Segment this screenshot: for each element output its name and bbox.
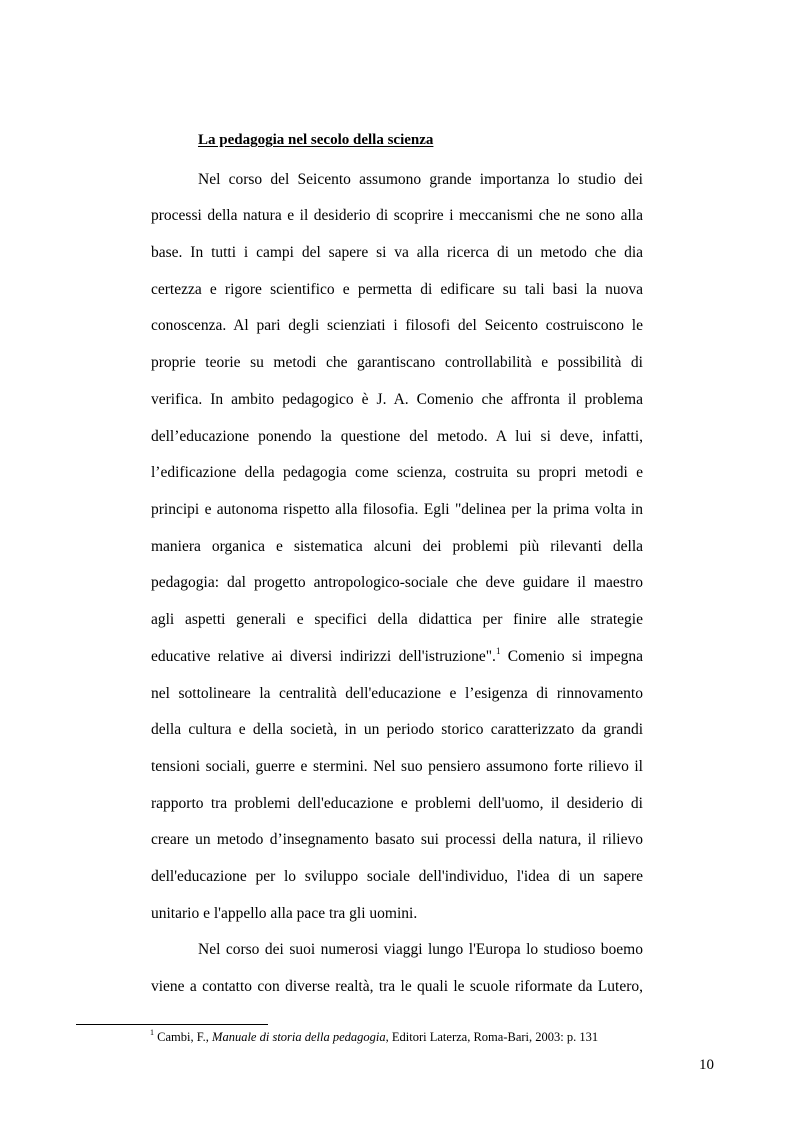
text-line: principi e autonoma rispetto alla filosofia. Egli "delinea per la prima volta in (151, 501, 643, 518)
text-line: viene a contatto con diverse realtà, tra le quali le scuole riformate da Lutero, (151, 978, 643, 995)
footnote-reference[interactable]: 1 (495, 645, 501, 656)
quote-end-text: educative relative ai diversi indirizzi dell'istruzione". (151, 648, 496, 665)
footnote (150, 1027, 599, 1045)
text-line: pedagogia: dal progetto antropologico-sociale che deve guidare il maestro (151, 574, 643, 591)
text-line: certezza e rigore scientifico e permetta di edificare su tali basi la nuova (151, 281, 643, 298)
footnote-marker: 1 (150, 1027, 154, 1037)
text-line: proprie teorie su metodi che garantiscano controllabilità e possibilità di (151, 354, 643, 371)
text-line-with-footnote (151, 647, 643, 667)
text-line: dell’educazione ponendo la questione del metodo. A lui si deve, infatti, (151, 428, 643, 445)
text-line: agli aspetti generali e specifici della didattica per finire alle strategie (151, 611, 643, 628)
footnote-author: Cambi, F., (157, 1030, 213, 1044)
text-line: l’edificazione della pedagogia come scienza, costruita su propri metodi e (151, 464, 643, 481)
text-line: maniera organica e sistematica alcuni dei problemi più rilevanti della (151, 538, 643, 555)
text-line: verifica. In ambito pedagogico è J. A. Comenio che affronta il problema (151, 391, 643, 408)
footnote-separator (76, 1024, 268, 1025)
page-number: 10 (699, 1057, 714, 1073)
text-line: processi della natura e il desiderio di scoprire i meccanismi che ne sono alla (151, 207, 643, 224)
text-line: Nel corso dei suoi numerosi viaggi lungo l'Europa lo studioso boemo (198, 941, 643, 958)
text-line: nel sottolineare la centralità dell'educazione e l’esigenza di rinnovamento (151, 685, 643, 702)
text-line: base. In tutti i campi del sapere si va alla ricerca di un metodo che dia (151, 244, 643, 261)
text-line: creare un metodo d’insegnamento basato sui processi della natura, il rilievo (151, 831, 643, 848)
text-line: conoscenza. Al pari degli scienziati i filosofi del Seicento costruiscono le (151, 317, 643, 334)
text-line: della cultura e della società, in un periodo storico caratterizzato da grandi (151, 721, 643, 738)
footnote-title: Manuale di storia della pedagogia (212, 1030, 386, 1044)
text-line: Nel corso del Seicento assumono grande importanza lo studio dei (198, 171, 643, 188)
text-line: unitario e l'appello alla pace tra gli uomini. (151, 905, 418, 922)
text-line: tensioni sociali, guerre e stermini. Nel suo pensiero assumono forte rilievo il (151, 758, 643, 775)
text-line: rapporto tra problemi dell'educazione e problemi dell'uomo, il desiderio di (151, 795, 643, 812)
text-continuation: Comenio si impegna (500, 648, 643, 665)
section-heading: La pedagogia nel secolo della scienza (198, 132, 434, 148)
text-line: dell'educazione per lo sviluppo sociale dell'individuo, l'idea di un sapere (151, 868, 643, 885)
footnote-details: , Editori Laterza, Roma-Bari, 2003: p. 131 (385, 1030, 599, 1044)
